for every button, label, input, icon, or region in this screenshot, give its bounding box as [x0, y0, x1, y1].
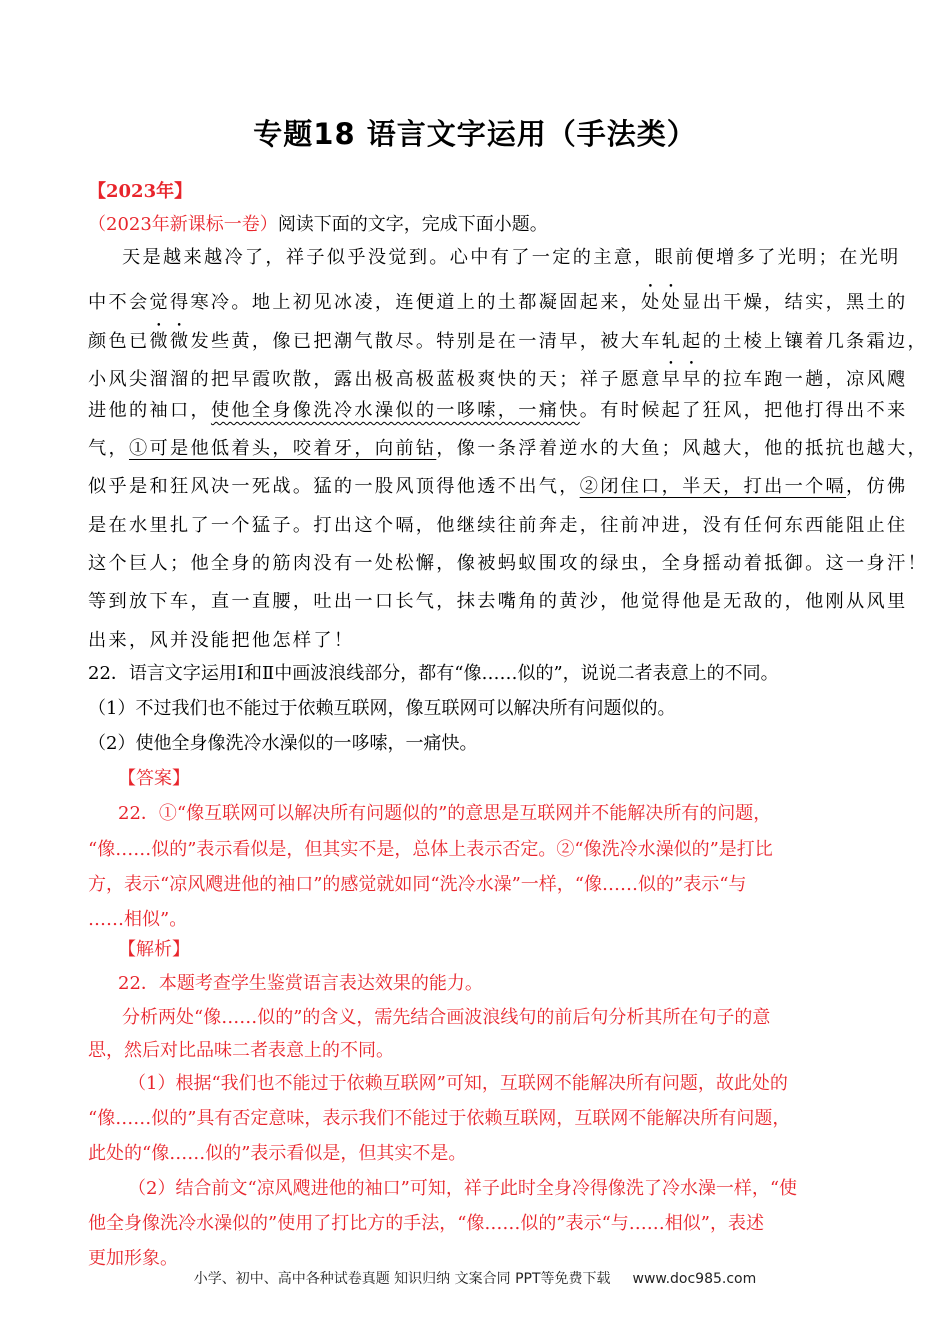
answer-label: 【答案】 [118, 768, 190, 789]
analysis-line-8: 他全身像洗冷水澡似的”使用了打比方的手法，“像……似的”表示“与……相似”，表述 [88, 1213, 765, 1234]
passage-line-8: 是在水里扎了一个猛子。打出这个嗝，他继续往前奔走，往前冲进，没有任何东西能阻止住 [88, 515, 908, 536]
question-item-2: （2）使他全身像洗冷水澡似的一哆嗦，一痛快。 [88, 733, 478, 754]
analysis-line-7: （2）结合前文“凉风飕进他的袖口”可知，祥子此时全身冷得像洗了冷水澡一样，“使 [128, 1178, 798, 1199]
question-stem: 22．语言文字运用Ⅰ和Ⅱ中画波浪线部分，都有“像……似的”，说说二者表意上的不同。 [88, 663, 779, 684]
analysis-line-2: 分析两处“像……似的”的含义，需先结合画波浪线句的前后句分析其所在句子的意 [122, 1007, 771, 1028]
footer-site-link[interactable]: www.doc985.com [632, 1271, 757, 1287]
analysis-label: 【解析】 [118, 939, 190, 960]
analysis-line-3: 思，然后对比品味二者表意上的不同。 [88, 1040, 394, 1061]
answer-line-4: ……相似”。 [88, 909, 188, 930]
passage-line-6 [88, 435, 929, 463]
question-item-1: （1）不过我们也不能过于依赖互联网，像互联网可以解决所有问题似的。 [88, 698, 676, 719]
underlined-phrase-2: ②闭住口，半天，打出一个嗝 [579, 476, 847, 497]
passage-text: 进他的袖口， [88, 400, 211, 421]
passage-text: ，像一条浮着逆水的大鱼；风越大，他的抵抗也越大， [436, 438, 929, 459]
passage-text: 似乎是和狂风决一死战。猛的一股风顶得他透不出气， [88, 476, 580, 497]
passage-line-4 [88, 359, 908, 394]
passage-text: 发些黄，像已把潮气散尽。特别是在一清早，被大车轧起的土棱上镶着几条霜边， [190, 331, 929, 352]
passage-line-1: 天是越来越冷了，祥子似乎没觉到。心中有了一定的主意，眼前便增多了光明；在光明 [122, 247, 901, 268]
emphasis-word: 处处 [641, 292, 683, 313]
passage-line-7 [88, 473, 908, 501]
year-tag: 【2023年】 [88, 181, 193, 202]
page-footer [0, 1268, 950, 1288]
passage-text: 小风尖溜溜的把早霞吹散，露出极高极蓝极爽快的天；祥子愿意 [88, 369, 662, 390]
passage-line-9: 这个巨人；他全身的筋肉没有一处松懈，像被蚂蚁围攻的绿虫，全身摇动着抵御。这一身汗！ [88, 553, 928, 574]
passage-line-5 [88, 397, 908, 425]
source-line [88, 211, 868, 239]
answer-line-3: 方，表示“凉风飕进他的袖口”的感觉就如同“洗冷水澡”一样，“像……似的”表示“与 [88, 874, 747, 895]
footer-text: 小学、初中、高中各种试卷真题 知识归纳 文案合同 PPT等免费下载 [193, 1271, 611, 1287]
passage-text: 的拉车跑一趟，凉风飕 [702, 369, 908, 390]
passage-text: 显出干燥，结实，黑土的 [682, 292, 908, 313]
passage-line-2 [88, 282, 908, 317]
passage-text: 颜色已 [88, 331, 150, 352]
wavy-underlined-phrase: 使他全身像洗冷水澡似的一哆嗦，一痛快 [210, 400, 580, 421]
page-title: 专题18 语言文字运用（手法类） [253, 117, 697, 151]
answer-line-2: “像……似的”表示看似是，但其实不是，总体上表示否定。②“像洗冷水澡似的”是打比 [88, 839, 773, 860]
passage-text: 气， [88, 438, 129, 459]
emphasis-word: 微微 [149, 331, 191, 352]
analysis-line-4: （1）根据“我们也不能过于依赖互联网”可知，互联网不能解决所有问题，故此处的 [128, 1073, 788, 1094]
passage-line-11: 出来，风并没能把他怎样了！ [88, 630, 355, 651]
instruction: 阅读下面的文字，完成下面小题。 [277, 214, 548, 235]
analysis-line-1: 22．本题考查学生鉴赏语言表达效果的能力。 [118, 973, 483, 994]
underlined-phrase-1: ①可是他低着头，咬着牙，向前钻 [128, 438, 437, 459]
analysis-line-9: 更加形象。 [88, 1248, 178, 1269]
passage-text: 中不会觉得寒冷。地上初见冰凌，连便道上的土都凝固起来， [88, 292, 642, 313]
passage-line-10: 等到放下车，直一直腰，吐出一口长气，抹去嘴角的黄沙，他觉得他是无敌的，他刚从风里 [88, 591, 908, 612]
analysis-line-6: 此处的“像……似的”表示看似是，但其实不是。 [88, 1143, 467, 1164]
answer-line-1: 22．①“像互联网可以解决所有问题似的”的意思是互联网并不能解决所有的问题， [118, 803, 772, 824]
source-label: （2023年新课标一卷） [88, 214, 278, 235]
passage-text: 。有时候起了狂风，把他打得出不来 [579, 400, 908, 421]
emphasis-word: 早早 [661, 369, 703, 390]
passage-text: ，仿佛 [846, 476, 908, 497]
passage-line-3 [88, 321, 929, 356]
analysis-line-5: “像……似的”具有否定意味，表示我们不能过于依赖互联网，互联网不能解决所有问题， [88, 1108, 791, 1129]
